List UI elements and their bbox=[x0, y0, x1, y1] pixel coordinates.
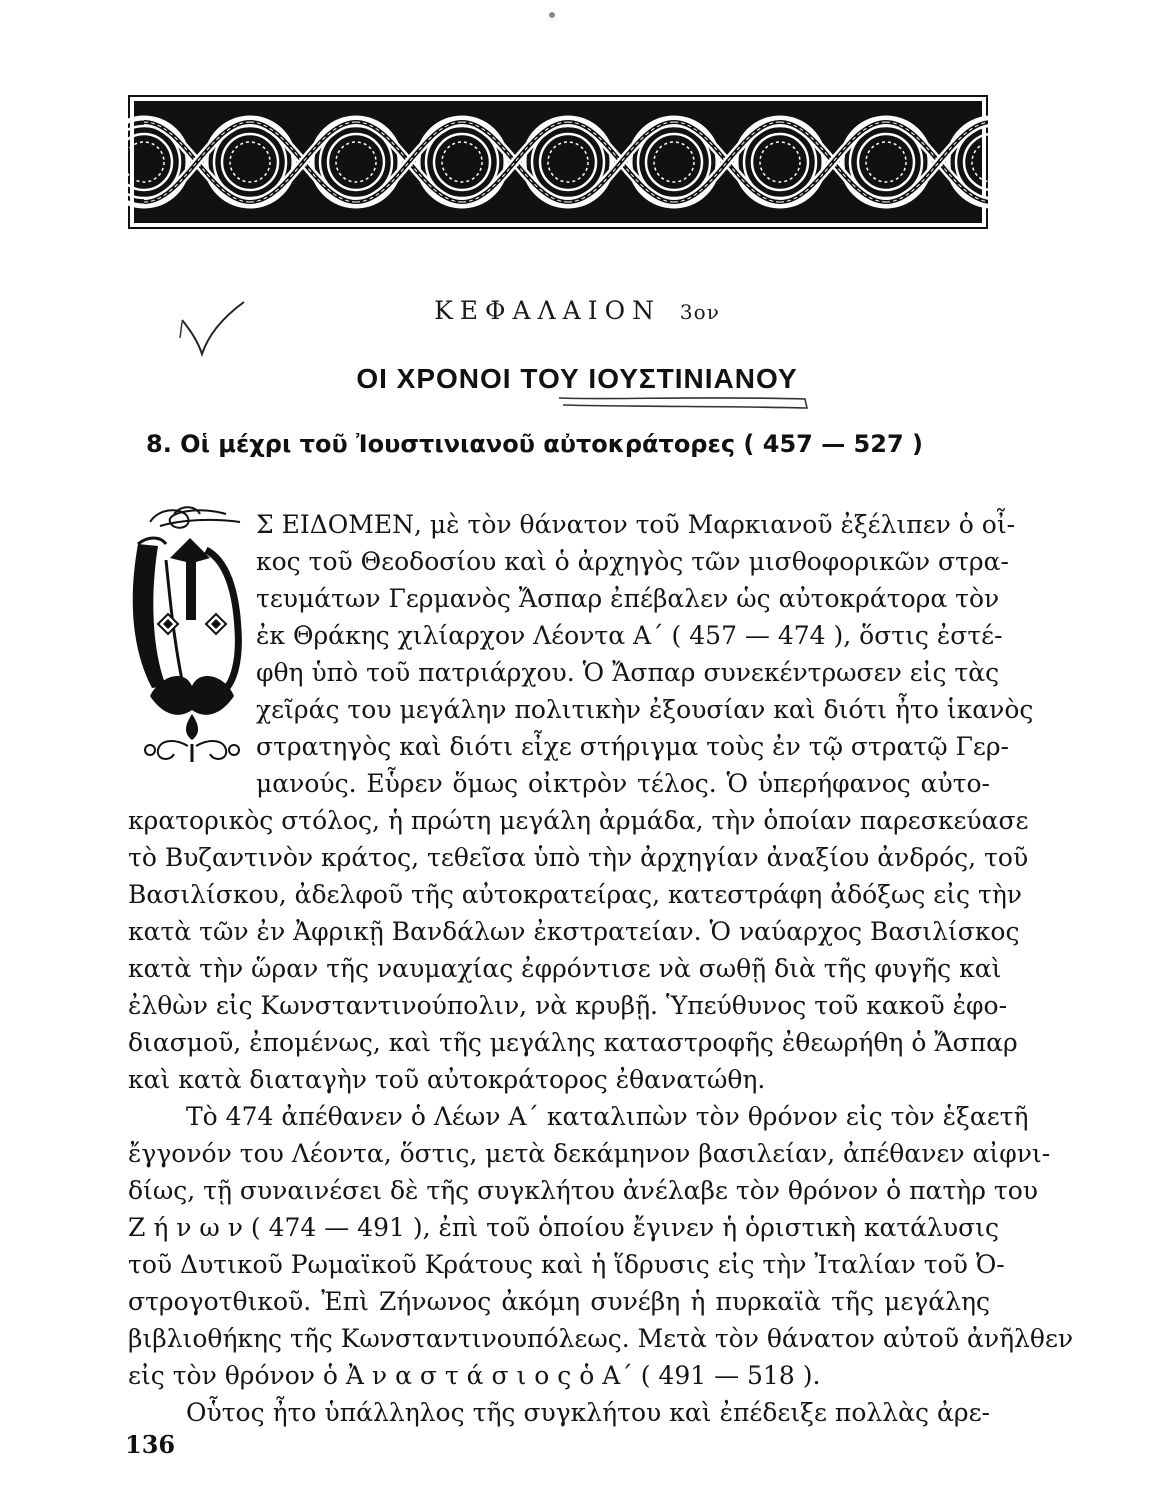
text-line: Βασιλίσκου, ἀδελφοῦ τῆς αὐτοκρατείρας, κατεστράφη ἀδόξως εἰς τὴν bbox=[128, 880, 1023, 909]
chapter-heading bbox=[0, 296, 1154, 327]
text-line: τευμάτων Γερμανὸς Ἄσπαρ ἐπέβαλεν ὡς αὐτοκράτορα τὸν bbox=[256, 584, 1000, 613]
text-line: καὶ κατὰ διαταγὴν τοῦ αὐτοκράτορος ἐθανατώθη. bbox=[128, 1065, 766, 1094]
text-line: κος τοῦ Θεοδοσίου καὶ ὁ ἀρχηγὸς τῶν μισθοφορικῶν στρα- bbox=[256, 547, 1009, 576]
text-line: Ζ ή ν ω ν ( 474 — 491 ), ἐπὶ τοῦ ὁποίου ἔγινεν ἡ ὁριστικὴ κατάλυσις bbox=[128, 1213, 999, 1242]
text-line: Σ ΕΙΔΟΜΕΝ, μὲ τὸν θάνατον τοῦ Μαρκιανοῦ ἐξέλιπεν ὁ οἶ- bbox=[256, 510, 1016, 539]
text-line: κρατορικὸς στόλος, ἡ πρώτη μεγάλη ἀρμάδα, τὴν ὁποίαν παρεσκεύασε bbox=[128, 806, 1029, 835]
text-line: στρατηγὸς καὶ διότι εἶχε στήριγμα τοὺς ἐν τῷ στρατῷ Γερ- bbox=[256, 732, 1009, 761]
page-number: 136 bbox=[125, 1430, 176, 1459]
text-line: ἐλθὼν εἰς Κωνσταντινούπολιν, νὰ κρυβῇ. Ὑπεύθυνος τοῦ κακοῦ ἐφο- bbox=[128, 991, 1008, 1020]
text-line: φθη ὑπὸ τοῦ πατριάρχου. Ὁ Ἄσπαρ συνεκέντρωσεν εἰς τὰς bbox=[256, 658, 1000, 687]
text-line: διασμοῦ, ἐπομένως, καὶ τῆς μεγάλης καταστροφῆς ἐθεωρήθη ὁ Ἄσπαρ bbox=[128, 1028, 1018, 1057]
text-line: χεῖράς του μεγάλην πολιτικὴν ἐξουσίαν καὶ διότι ἦτο ἱκανὸς bbox=[256, 695, 1034, 724]
text-line: μανούς. Εὗρεν ὅμως οἰκτρὸν τέλος. Ὁ ὑπερήφανος αὐτο- bbox=[256, 769, 990, 798]
text-line: τοῦ Δυτικοῦ Ρωμαϊκοῦ Κράτους καὶ ἡ ἵδρυσις εἰς τὴν Ἰταλίαν τοῦ Ὀ- bbox=[128, 1250, 1005, 1279]
text-line: ἔγγονόν του Λέοντα, ὅστις, μετὰ δεκάμηνον βασιλείαν, ἀπέθανεν αἰφνι- bbox=[128, 1139, 1051, 1168]
text-line: βιβλιοθήκης τῆς Κωνσταντινουπόλεως. Μετὰ τὸν θάνατον αὐτοῦ ἀνῆλθεν bbox=[128, 1324, 1074, 1353]
text-line: κατὰ τῶν ἐν Ἀφρικῇ Βανδάλων ἐκστρατείαν. Ὁ ναύαρχος Βασιλίσκος bbox=[128, 917, 1020, 946]
chapter-title: ΟΙ ΧΡΟΝΟΙ ΤΟΥ ΙΟΥΣΤΙΝΙΑΝΟΥ bbox=[356, 363, 798, 394]
ornamental-drop-cap bbox=[130, 500, 252, 776]
chapter-label: ΚΕΦΑΛΑΙΟΝ bbox=[434, 296, 661, 325]
text-line: δίως, τῇ συναινέσει δὲ τῆς συγκλήτου ἀνέλαβε τὸν θρόνον ὁ πατὴρ του bbox=[128, 1176, 1038, 1205]
section-heading: 8. Οἱ μέχρι τοῦ Ἰουστινιανοῦ αὐτοκράτορες ( 457 — 527 ) bbox=[146, 430, 923, 458]
text-line: κατὰ τὴν ὥραν τῆς ναυμαχίας ἐφρόντισε νὰ σωθῇ διὰ τῆς φυγῆς καὶ bbox=[128, 954, 1002, 983]
decorative-braid-band bbox=[128, 95, 988, 229]
text-line: Τὸ 474 ἀπέθανεν ὁ Λέων Α΄ καταλιπὼν τὸν θρόνον εἰς τὸν ἑξαετῆ bbox=[186, 1102, 1029, 1131]
text-line: εἰς τὸν θρόνον ὁ Ἀ ν α σ τ ά σ ι ο ς ὁ Α΄ ( 491 — 518 ). bbox=[128, 1361, 821, 1390]
text-line: στρογοτθικοῦ. Ἐπὶ Ζήνωνος ἀκόμη συνέβη ἡ πυρκαϊὰ τῆς μεγάλης bbox=[128, 1287, 990, 1316]
handwritten-underline bbox=[555, 392, 810, 410]
chapter-number: 3ον bbox=[679, 300, 720, 324]
text-line: ἐκ Θράκης χιλίαρχον Λέοντα Α΄ ( 457 — 474 ), ὅστις ἐστέ- bbox=[256, 621, 1003, 650]
text-line: τὸ Βυζαντινὸν κράτος, τεθεῖσα ὑπὸ τὴν ἀρχηγίαν ἀναξίου ἀνδρός, τοῦ bbox=[128, 843, 1029, 872]
text-line: Οὗτος ἦτο ὑπάλληλος τῆς συγκλήτου καὶ ἐπέδειξε πολλὰς ἀρε- bbox=[186, 1398, 990, 1427]
stray-dot bbox=[549, 12, 555, 18]
